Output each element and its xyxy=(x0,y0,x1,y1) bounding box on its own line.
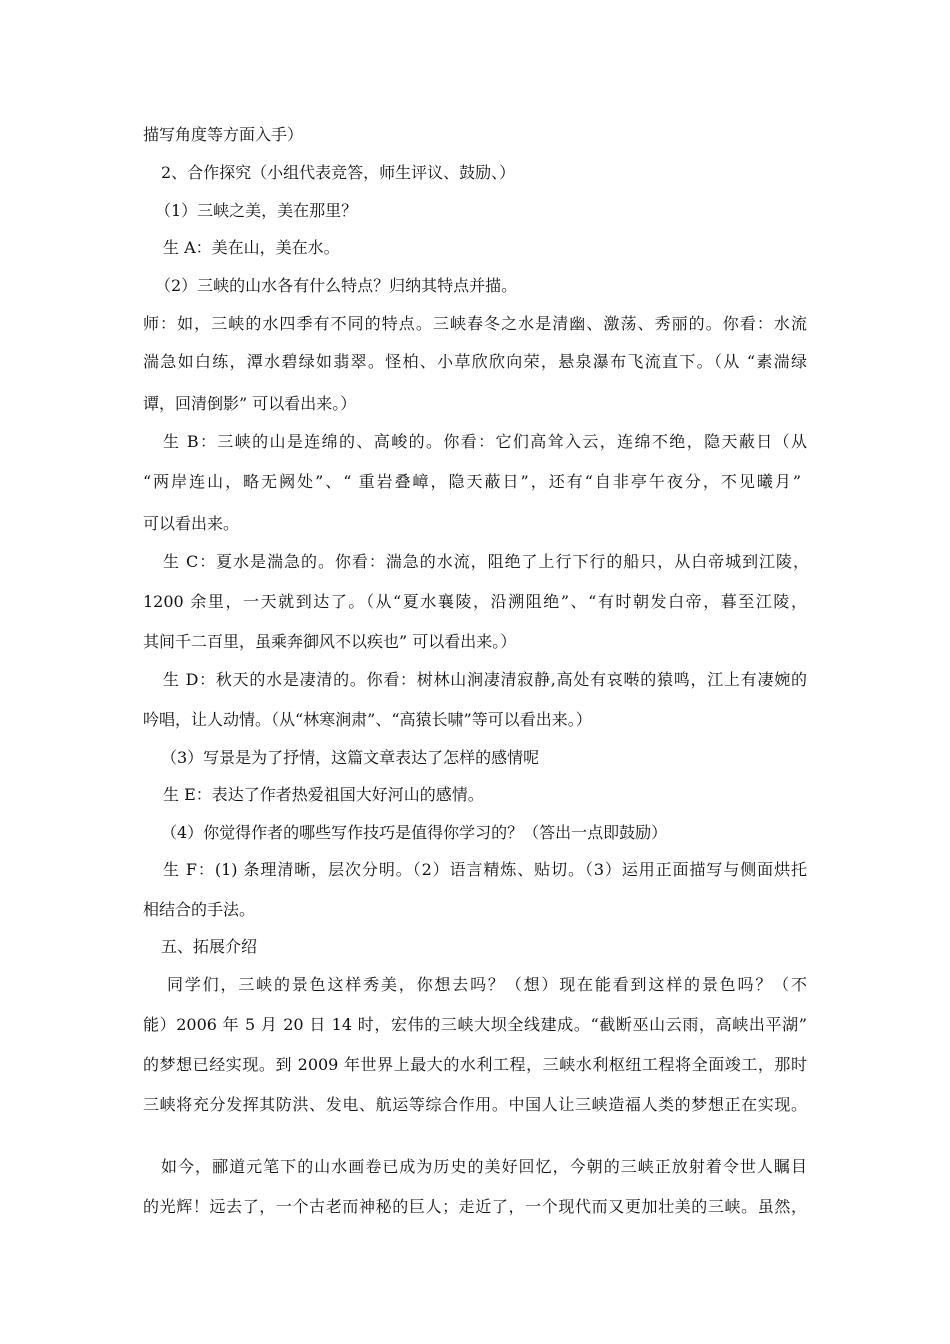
text-line: 生 C：夏水是湍急的。你看：湍急的水流，阻绝了上行下行的船只，从白帝城到江陵， xyxy=(163,552,809,571)
text-line: （3）写景是为了抒情，这篇文章表达了怎样的感情呢 xyxy=(161,748,540,767)
text-line: （4）你觉得作者的哪些写作技巧是值得你学习的？（答出一点即鼓励） xyxy=(161,823,668,842)
text-line: 的梦想已经实现。到 2009 年世界上最大的水利工程，三峡水利枢纽工程将全面竣工，那时 xyxy=(143,1055,807,1074)
text-line: 能）2006 年 5 月 20 日 14 时，宏伟的三峡大坝全线建成。“截断巫山云雨，高峡出平湖” xyxy=(143,1015,807,1034)
text-line: 谭，回清倒影” 可以看出来。） xyxy=(143,394,357,413)
text-line: 其间千二百里，虽乘奔御风不以疾也” 可以看出来。） xyxy=(143,632,517,651)
text-line: 可以看出来。 xyxy=(143,514,240,533)
text-line: 2、合作探究（小组代表竞答，师生评议、鼓励、） xyxy=(161,163,516,182)
text-line: 三峡将充分发挥其防洪、发电、航运等综合作用。中国人让三峡造福人类的梦想正在实现。 xyxy=(143,1095,807,1114)
text-line: 生 D：秋天的水是凄清的。你看：树林山涧凄清寂静,高处有哀啭的猿鸣，江上有凄婉的 xyxy=(163,670,807,689)
text-line: 湍急如白练，潭水碧绿如翡翠。怪柏、小草欣欣向荣，悬泉瀑布飞流直下。（从 “素湍绿 xyxy=(143,352,807,371)
section-heading: 五、拓展介绍 xyxy=(161,937,258,956)
text-line: 如今，郦道元笔下的山水画卷已成为历史的美好回忆，今朝的三峡正放射着令世人瞩目 xyxy=(161,1157,807,1176)
text-line: 同学们，三峡的景色这样秀美，你想去吗？（想）现在能看到这样的景色吗？（不 xyxy=(167,975,807,994)
text-line: 吟唱，让人动情。（从“林寒涧肃”、“高猿长啸”等可以看出来。） xyxy=(143,710,592,729)
text-line: （2）三峡的山水各有什么特点？归纳其特点并描。 xyxy=(155,276,518,295)
text-line: 生 F：(1) 条理清晰，层次分明。（2）语言精炼、贴切。（3）运用正面描写与侧面烘托 xyxy=(163,860,807,879)
text-line: 描写角度等方面入手） xyxy=(143,125,304,144)
text-line: 的光辉！远去了，一个古老而神秘的巨人；走近了，一个现代而又更加壮美的三峡。虽然， xyxy=(143,1197,807,1216)
text-line: 相结合的手法。 xyxy=(143,900,256,919)
text-line: 生 E：表达了作者热爱祖国大好河山的感情。 xyxy=(163,785,484,804)
text-line: （1）三峡之美，美在那里？ xyxy=(155,201,358,220)
text-line: 师：如，三峡的水四季有不同的特点。三峡春冬之水是清幽、激荡、秀丽的。你看：水流 xyxy=(143,314,807,333)
text-line: 生 A：美在山，美在水。 xyxy=(163,238,340,257)
text-line: 生 B：三峡的山是连绵的、高峻的。你看：它们高耸入云，连绵不绝，隐天蔽日（从 xyxy=(163,432,807,451)
text-line: 1200 余里，一天就到达了。（从“夏水襄陵，沿溯阻绝”、“有时朝发白帝，暮至江陵， xyxy=(143,592,807,611)
text-line: “两岸连山，略无阙处”、“ 重岩叠嶂，隐天蔽日”，还有“自非亭午夜分，不见曦月” xyxy=(143,472,801,491)
